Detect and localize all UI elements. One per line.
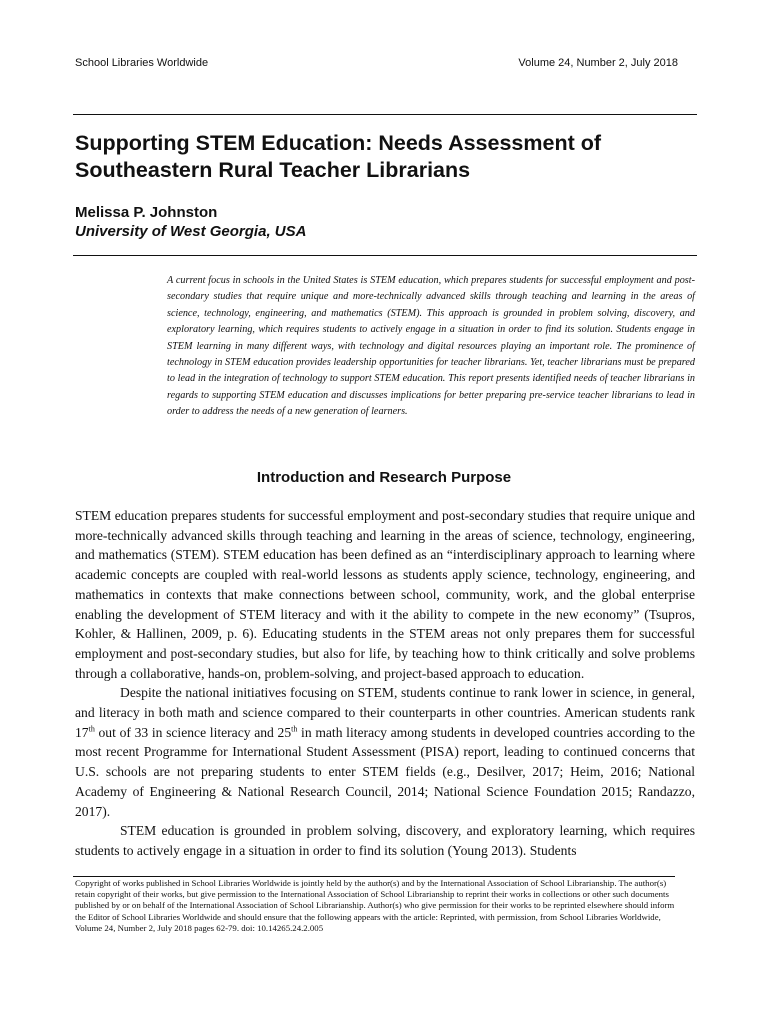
volume-info: Volume 24, Number 2, July 2018 bbox=[518, 57, 678, 69]
paragraph-2-part-c: in math literacy among students in developed countries according to the most recent Programme for International Student Assessment (PISA) report, leading to continued concerns that U.S. schools are not preparing students to enter STEM fields (e.g., Desilver, 2017; Heim, 2016; National Academy of Engineering & National Research Council, 2014; National Science Foundation 2015; Randazzo, 2017). bbox=[75, 724, 695, 819]
author-affiliation: University of West Georgia, USA bbox=[75, 223, 307, 240]
copyright-footnote: Copyright of works published in School Libraries Worldwide is jointly held by the author(s) and by the International Association of School Librarianship. The author(s) retain copyright of their works, but give permission to the International Association of School Librarianship to reprint their works in collections or other such documents published by or on behalf of the International Association of School Librarianship. Author(s) who give permission for their works to be reprinted elsewhere should inform the Editor of School Libraries Worldwide and should ensure that the following appears with the article: Reprinted, with permission, from School Libraries Worldwide, Volume 24, Number 2, July 2018 pages 62-79. doi: 10.14265.24.2.005 bbox=[75, 878, 675, 933]
paragraph-2 bbox=[75, 683, 695, 821]
running-header bbox=[75, 57, 678, 69]
section-heading: Introduction and Research Purpose bbox=[256, 469, 512, 486]
paragraph-2-part-b: out of 33 in science literacy and 25 bbox=[94, 724, 292, 740]
journal-name: School Libraries Worldwide bbox=[75, 57, 209, 69]
abstract: A current focus in schools in the United States is STEM education, which prepares students for successful employment and post-secondary studies that require unique and more-technically advanced skills through teaching and learning in the areas of science, technology, engineering, and mathematics (STEM). This approach is grounded in problem solving, discovery, and exploratory learning, which requires students to actively engage in a situation in order to find its solution. Students engage in STEM learning in many different ways, with technology and digital resources playing an important role. The prominence of technology in STEM education provides leadership opportunities for teacher librarians. Yet, teacher librarians must be prepared to lead in the integration of technology to support STEM education. This report presents identified needs of teacher librarians in regards to supporting STEM education and discusses implications for better preparing pre-service teacher librarians to lead in order to address the needs of a new generation of learners. bbox=[167, 275, 695, 418]
paragraph-3: STEM education is grounded in problem solving, discovery, and exploratory learning, which requires students to actively engage in a situation in order to find its solution (Young 2013). Students bbox=[75, 823, 695, 858]
ordinal-suffix-1: th bbox=[88, 724, 95, 734]
paragraph-2-part-a: Despite the national initiatives focusing on STEM, students continue to rank lower in science, in general, and literacy in both math and science compared to their counterparts in other countries. American students rank 17 bbox=[75, 685, 695, 740]
article-title: Supporting STEM Education: Needs Assessment of Southeastern Rural Teacher Librarians bbox=[75, 131, 602, 182]
title-top-rule bbox=[73, 114, 697, 115]
paragraph-1: STEM education prepares students for successful employment and post-secondary studies that require unique and more-technically advanced skills through teaching and learning in the areas of science, technology, engineering, and mathematics (STEM). STEM education has been defined as an “interdisciplinary approach to learning where academic concepts are coupled with real-world lessons as students apply science, technology, engineering, and mathematics in contexts that make connections between school, community, work, and the global enterprise enabling the development of STEM literacy and with it the ability to compete in the new economy” (Tsupros, Kohler, & Hallinen, 2009, p. 6). Educating students in the STEM areas not only prepares them for successful employment and post-secondary studies, but also for life, by teaching how to think critically and solve problems through a collaborative, hands-on, problem-solving, and project-based approach to education. bbox=[75, 508, 695, 681]
title-bottom-rule bbox=[73, 255, 697, 256]
body-text bbox=[75, 506, 695, 861]
author-name: Melissa P. Johnston bbox=[75, 204, 218, 221]
ordinal-suffix-2: th bbox=[291, 724, 298, 734]
footnote-rule bbox=[73, 876, 675, 877]
